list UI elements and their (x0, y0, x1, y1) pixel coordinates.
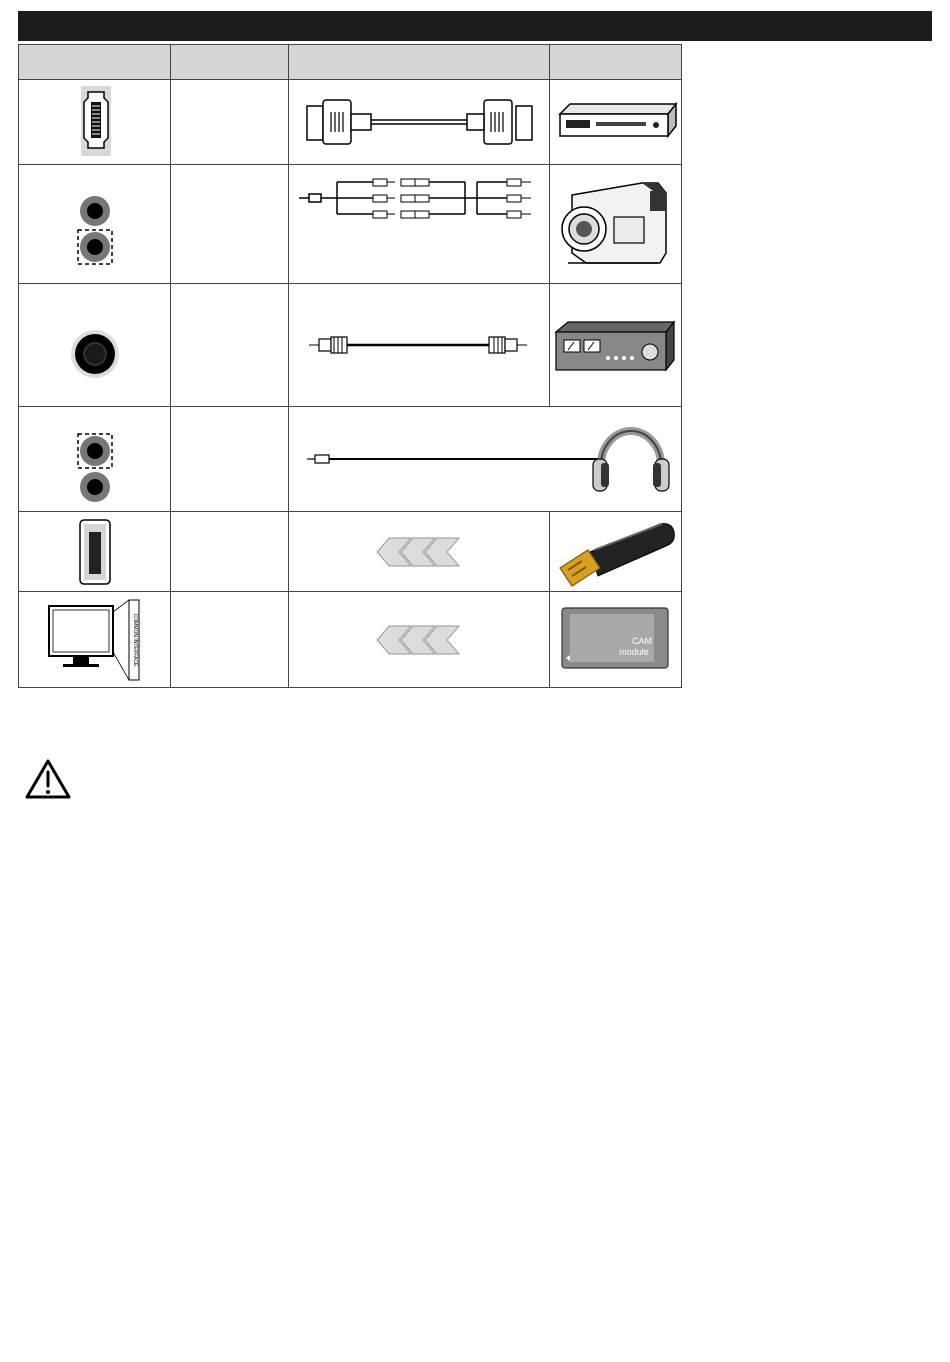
header-cell-cables (289, 45, 550, 80)
usb-port-icon (19, 512, 171, 591)
headphone-cable-icon (289, 407, 682, 511)
cable-cell (289, 512, 550, 592)
device-cell (550, 512, 682, 592)
connections-table (18, 44, 682, 688)
table-row (19, 407, 682, 512)
warning-icon (24, 757, 72, 801)
headphone-jack-pair-icon (19, 407, 171, 511)
usb-stick-icon (550, 512, 682, 591)
type-cell (171, 407, 289, 512)
connector-cell (19, 165, 171, 284)
table-row (19, 284, 682, 407)
cable-cell (289, 165, 550, 284)
ci-slot-label: COMMON INTERFACE (132, 613, 138, 667)
cable-cell (289, 592, 550, 688)
hdmi-cable-icon (289, 80, 550, 164)
connector-cell (19, 284, 171, 407)
av-jack-pair-icon (19, 165, 171, 283)
hdmi-port-icon (19, 80, 171, 164)
coaxial-port-icon (19, 284, 171, 406)
header-cell-device (550, 45, 682, 80)
tv-ci-slot-icon (19, 592, 171, 687)
device-cell (550, 165, 682, 284)
connector-cell (19, 80, 171, 165)
type-cell (171, 165, 289, 284)
table-row (19, 165, 682, 284)
table-row (19, 512, 682, 592)
coaxial-cable-icon (289, 284, 550, 406)
audio-amplifier-icon (550, 284, 682, 406)
table-row (19, 80, 682, 165)
av-rca-cable-icon (289, 165, 550, 283)
type-cell (171, 284, 289, 407)
type-cell (171, 512, 289, 592)
header-cell-connector (19, 45, 171, 80)
camcorder-icon (550, 165, 682, 283)
device-cell (550, 592, 682, 688)
headphones-icon (593, 431, 669, 491)
cable-cell (289, 80, 550, 165)
cam-module-icon (550, 592, 682, 687)
connector-cell (19, 592, 171, 688)
connector-cell (19, 407, 171, 512)
insert-arrows-icon (289, 512, 550, 591)
device-cell (550, 284, 682, 407)
section-title-bar (18, 11, 932, 41)
header-cell-type (171, 45, 289, 80)
table-header-row (19, 45, 682, 80)
connector-cell (19, 512, 171, 592)
cam-label-line2: module (619, 647, 649, 657)
dvd-recorder-icon (550, 80, 682, 164)
cam-label-line1: CAM (632, 636, 652, 646)
cable-device-cell (289, 407, 682, 512)
table-row (19, 592, 682, 688)
device-cell (550, 80, 682, 165)
type-cell (171, 592, 289, 688)
insert-arrows-icon (289, 592, 550, 687)
type-cell (171, 80, 289, 165)
cable-cell (289, 284, 550, 407)
